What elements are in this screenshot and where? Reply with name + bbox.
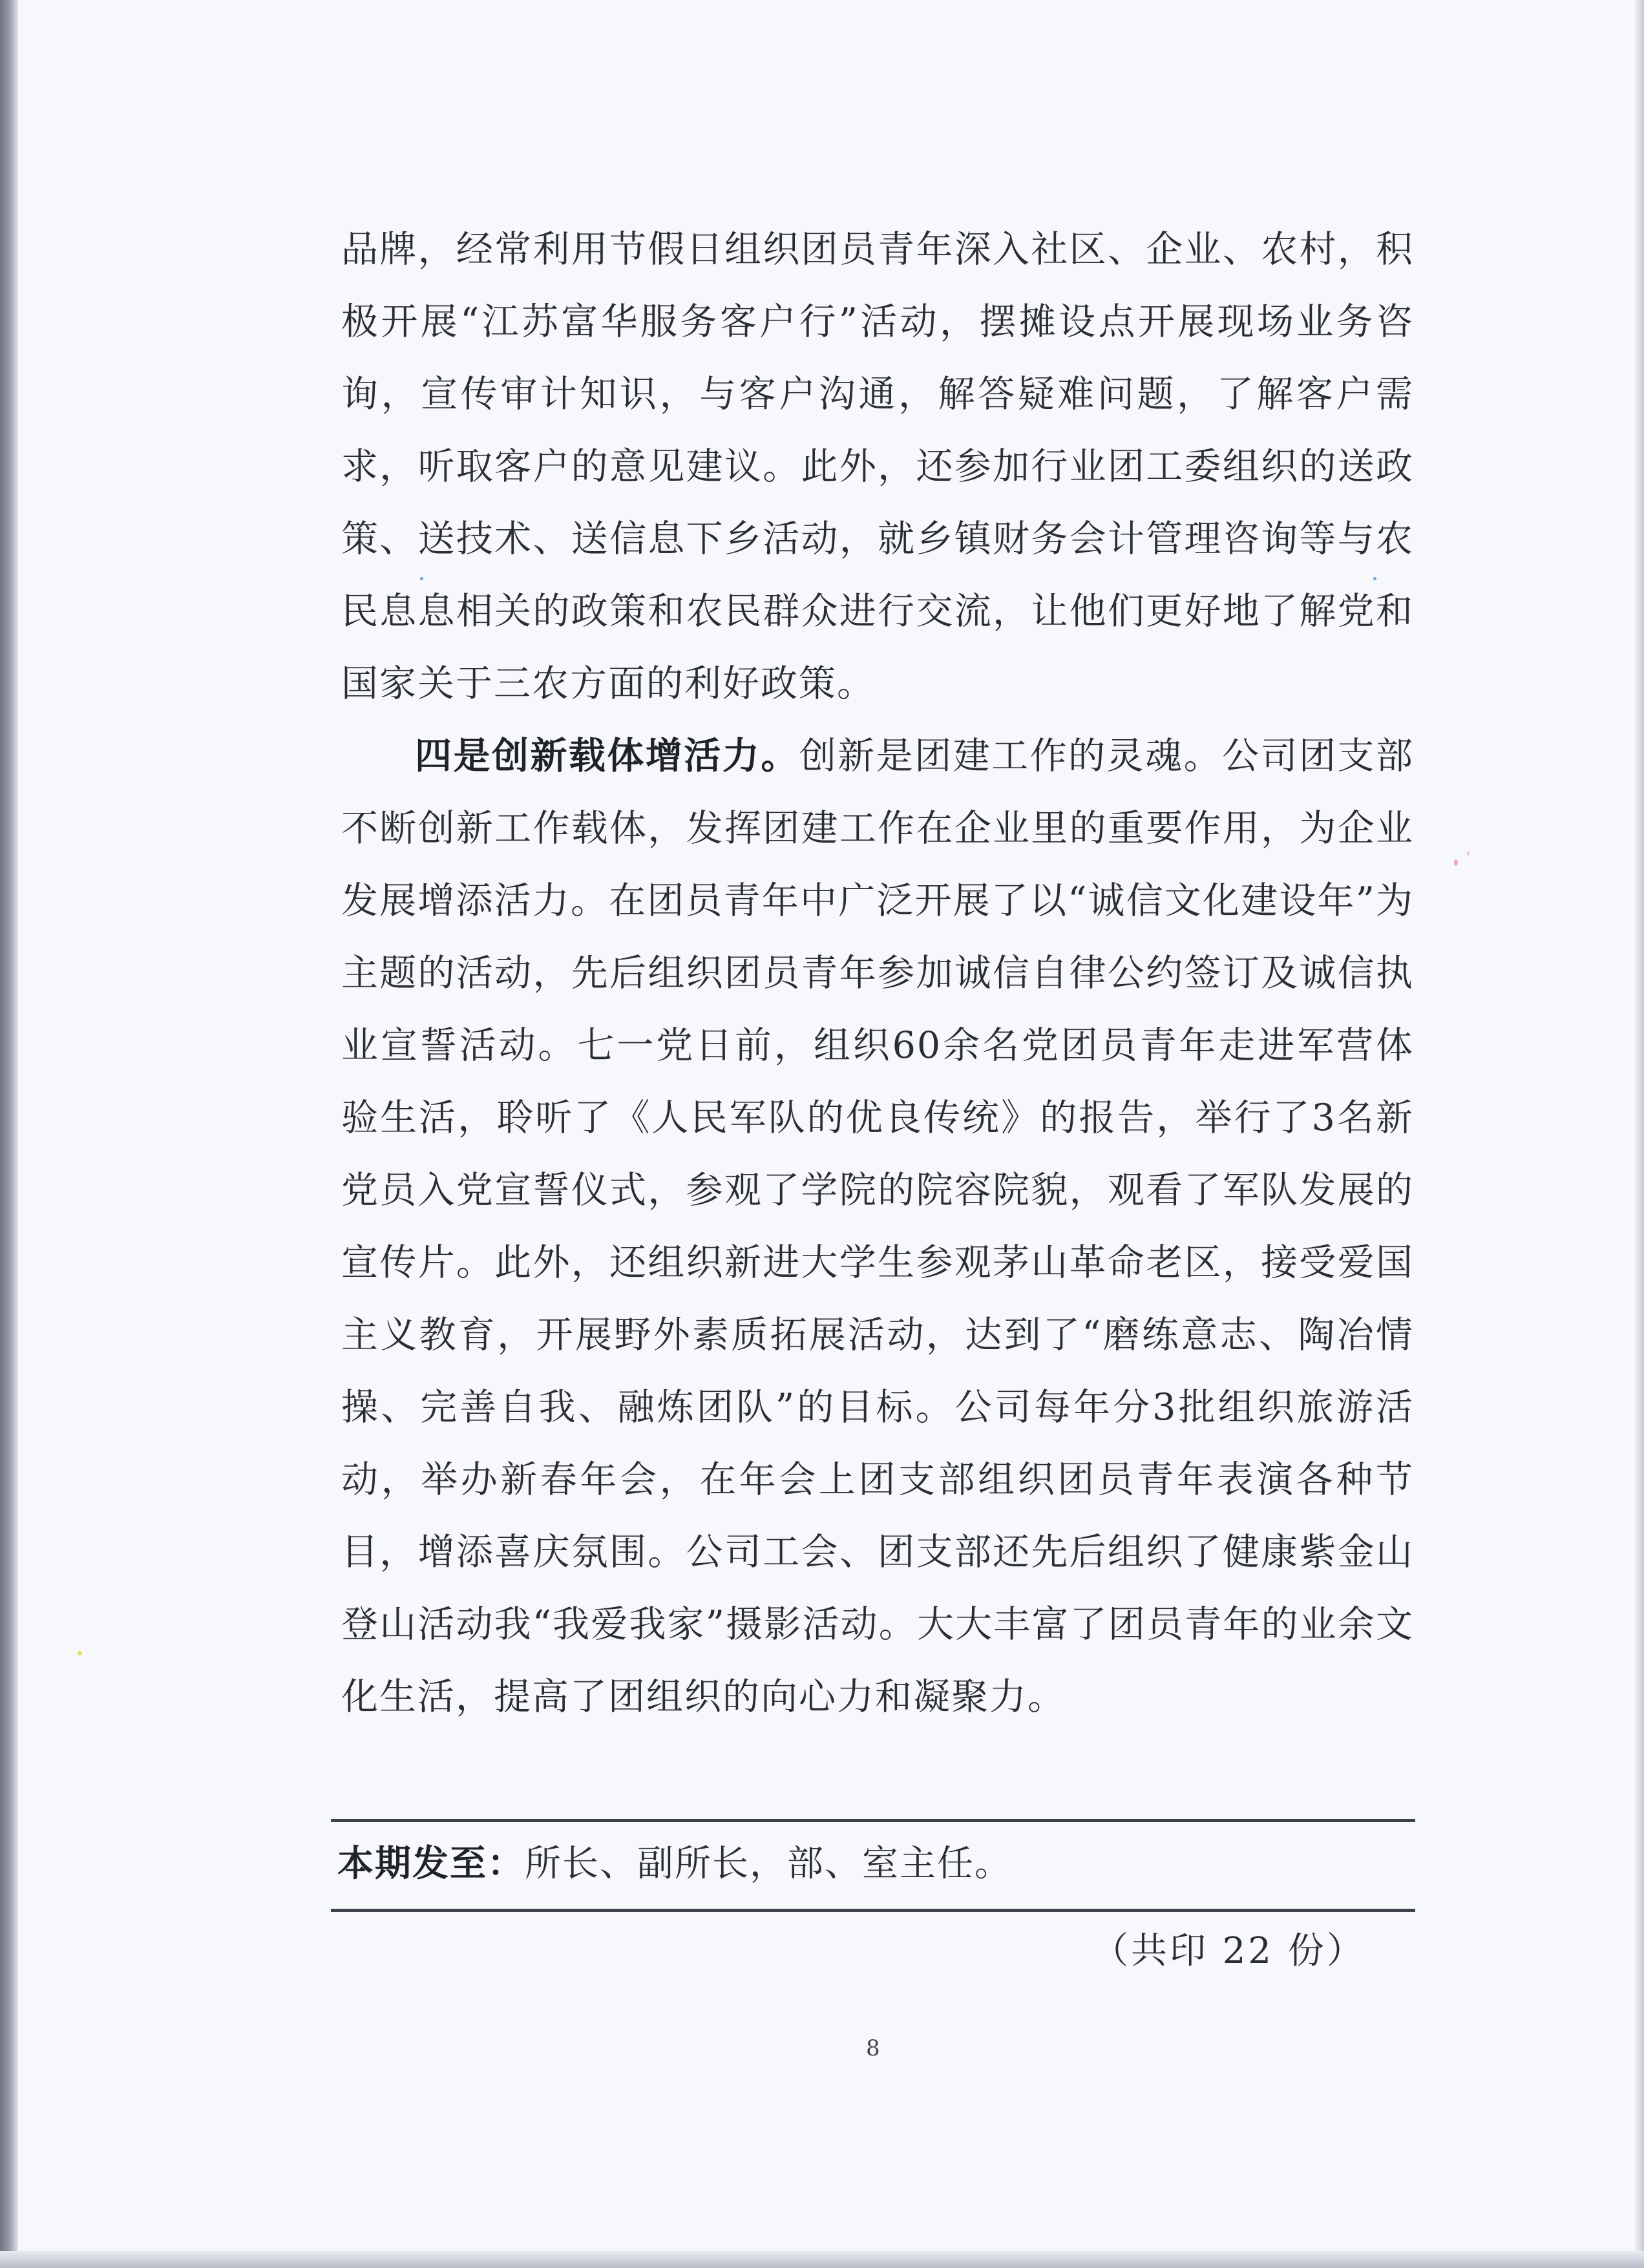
section-4-heading: 四是创新载体增活力。	[415, 734, 799, 777]
footer-rule-top	[331, 1819, 1415, 1822]
scan-speck	[1467, 852, 1470, 856]
scan-shadow-bottom	[0, 2251, 1644, 2268]
print-copies-note: （共印 22 份）	[1092, 1930, 1365, 1972]
distribution-label: 本期发至：	[337, 1843, 525, 1885]
section-4-text: 创新是团建工作的灵魂。公司团支部不断创新工作载体，发挥团建工作在企业里的重要作用，为企业发展增添活力。在团员青年中广泛开展了以“诚信文化建设年”为主题的活动，先后组织团员青年参加诚信自律公约签订及诚信执业宣誓活动。七一党日前，组织60余名党团员青年走进军营体验生活，聆听了《人民军队的优良传统》的报告，举行了3名新党员入党宣誓仪式，参观了学院的院容院貌，观看了军队发展的宣传片。此外，还组织新进大学生参观茅山革命老区，接受爱国主义教育，开展野外素质拓展活动，达到了“磨练意志、陶冶情操、完善自我、融炼团队”的目标。公司每年分3批组织旅游活动，举办新春年会，在年会上团支部组织团员青年表演各种节目，增添喜庆氛围。公司工会、团支部还先后组织了健康紫金山登山活动我“我爱我家”摄影活动。大大丰富了团员青年的业余文化生活，提高了团组织的向心力和凝聚力。	[341, 735, 1415, 1718]
scan-speck	[1454, 859, 1458, 866]
body-paragraph-section-4	[341, 720, 1414, 1733]
body-paragraph-continued: 品牌，经常利用节假日组织团员青年深入社区、企业、农村，积极开展“江苏富华服务客户行”活动，摆摊设点开展现场业务咨询，宣传审计知识，与客户沟通，解答疑难问题，了解客户需求，听取客户的意见建议。此外，还参加行业团工委组织的送政策、送技术、送信息下乡活动，就乡镇财务会计管理咨询等与农民息息相关的政策和农民群众进行交流，让他们更好地了解党和国家关于三农方面的利好政策。	[341, 228, 1414, 705]
scan-speck	[78, 1651, 82, 1655]
scan-shadow-left	[0, 0, 18, 2268]
page-number: 8	[866, 2035, 880, 2061]
distribution-line	[337, 1835, 1012, 1893]
scan-shadow-right	[1635, 0, 1644, 2268]
distribution-recipients: 所长、副所长，部、室主任。	[525, 1843, 1012, 1885]
footer-rule-bottom	[331, 1909, 1415, 1912]
document-body	[341, 213, 1414, 1733]
